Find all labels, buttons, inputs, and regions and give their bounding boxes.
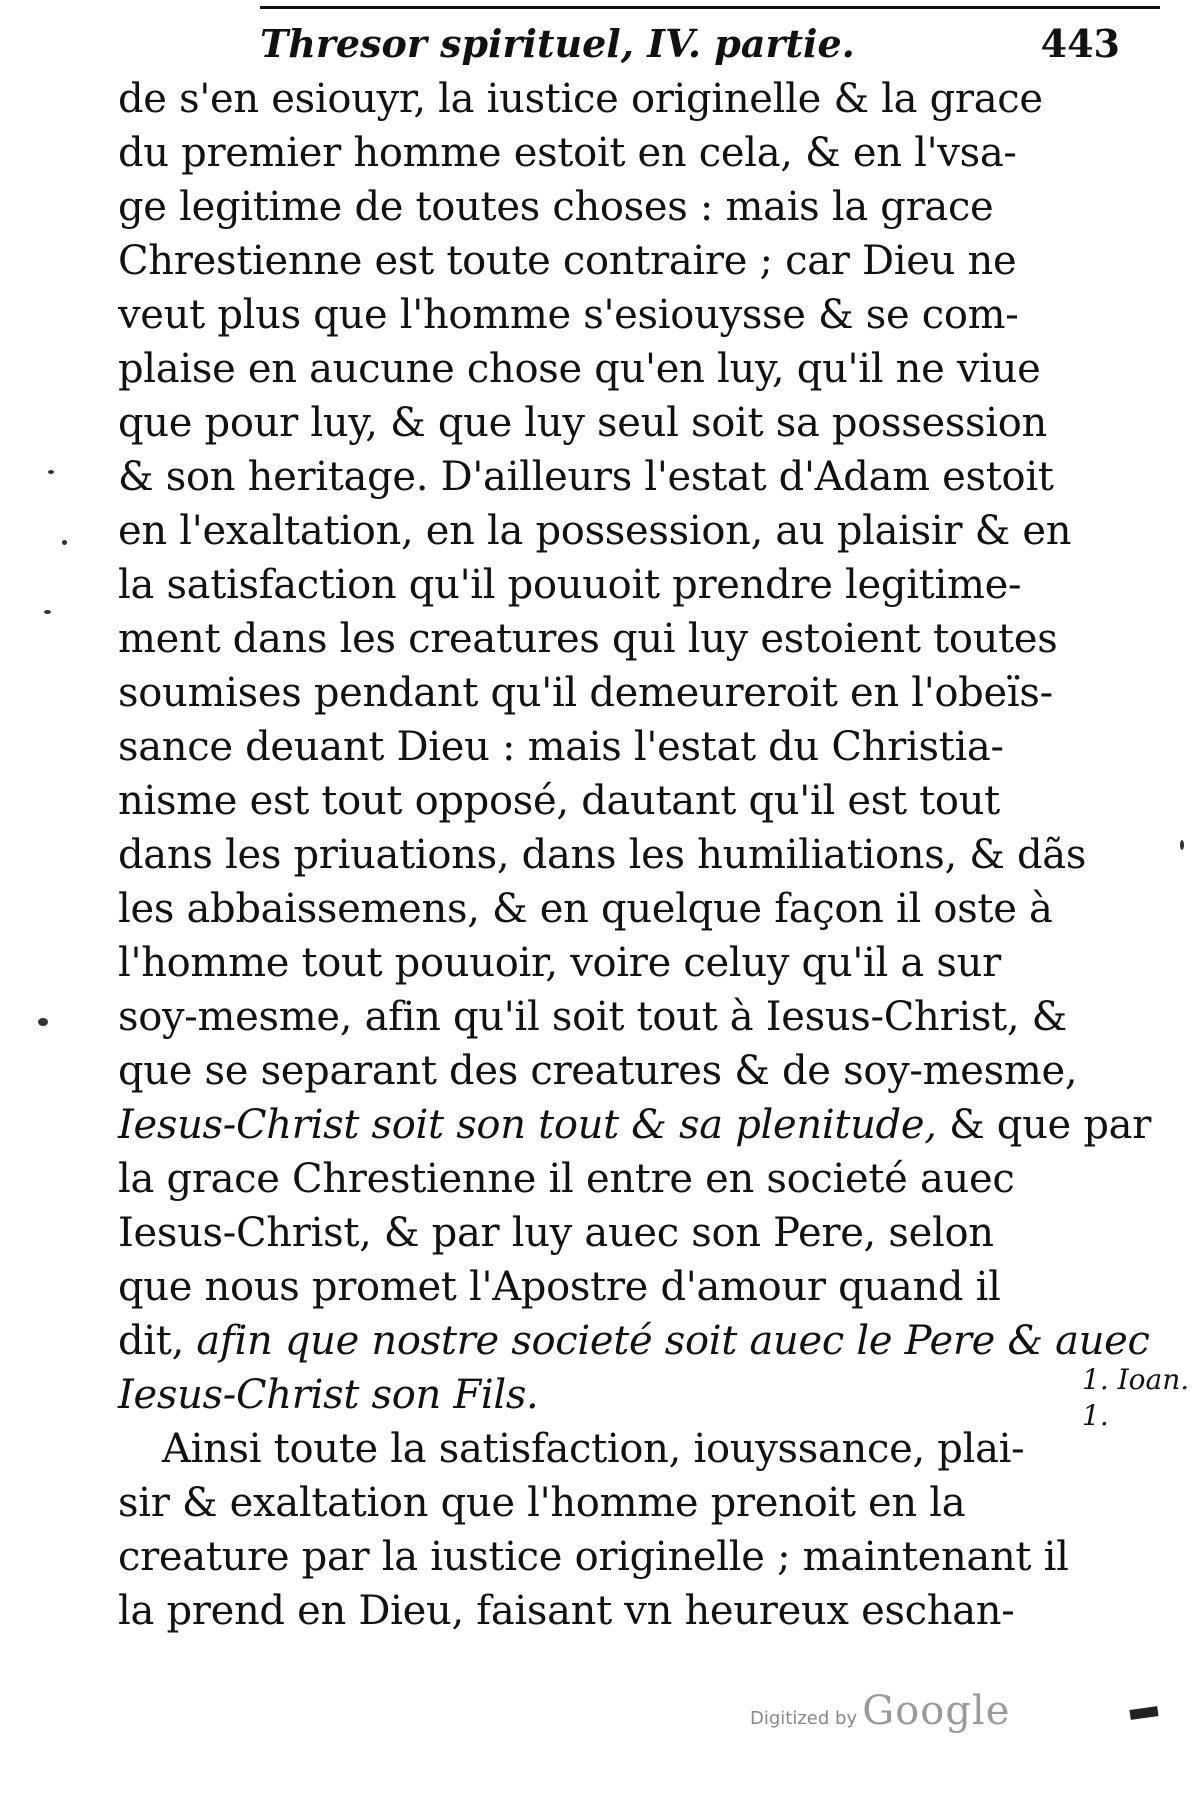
italic-quote: afin que nostre societé soit auec le Pere & auec <box>196 1318 1150 1364</box>
page-number: 443 <box>1040 21 1120 66</box>
text-line-mixed <box>118 1098 1152 1152</box>
roman-text: & que par <box>936 1102 1152 1148</box>
text-line: que nous promet l'Apostre d'amour quand il <box>118 1264 1001 1310</box>
text-line: la grace Chrestienne il entre en societé auec <box>118 1156 1015 1202</box>
text-line: que pour luy, & que luy seul soit sa possession <box>118 400 1048 446</box>
text-line: la satisfaction qu'il pouuoit prendre legitime- <box>118 562 1022 608</box>
text-line: sir & exaltation que l'homme prenoit en la <box>118 1480 966 1526</box>
text-line: plaise en aucune chose qu'en luy, qu'il ne viue <box>118 346 1041 392</box>
italic-quote: Iesus-Christ soit son tout & sa plenitude, <box>118 1102 937 1148</box>
text-line: soy-mesme, afin qu'il soit tout à Iesus-Christ, & <box>118 994 1067 1040</box>
text-line: nisme est tout opposé, dautant qu'il est tout <box>118 778 1000 824</box>
text-line: ment dans les creatures qui luy estoient toutes <box>118 616 1058 662</box>
ink-speck <box>62 540 67 545</box>
text-line: dans les priuations, dans les humiliations, & dãs <box>118 832 1087 878</box>
text-line: du premier homme estoit en cela, & en l'vsa- <box>118 130 1017 176</box>
ink-speck <box>44 610 51 614</box>
roman-text: dit, <box>118 1318 197 1364</box>
margin-ref-book: 1. Ioan. <box>1082 1363 1190 1396</box>
text-line: sance deuant Dieu : mais l'estat du Christia- <box>118 724 1004 770</box>
text-line: que se separant des creatures & de soy-mesme, <box>118 1048 1078 1094</box>
margin-reference <box>1082 1362 1202 1434</box>
running-title: Thresor spirituel, IV. partie. <box>260 21 855 66</box>
text-line: & son heritage. D'ailleurs l'estat d'Adam estoit <box>118 454 1054 500</box>
text-line: la prend en Dieu, faisant vn heureux eschan- <box>118 1588 1015 1634</box>
print-mark <box>1129 1706 1158 1720</box>
digitized-prefix: Digitized by <box>750 1708 858 1729</box>
google-logo: Google <box>862 1688 1011 1734</box>
text-line: Iesus-Christ, & par luy auec son Pere, selon <box>118 1210 994 1256</box>
paragraph-start-line: Ainsi toute la satisfaction, iouyssance, plai- <box>162 1426 1025 1472</box>
text-line: soumises pendant qu'il demeureroit en l'obeïs- <box>118 670 1053 716</box>
italic-quote: Iesus-Christ son Fils. <box>118 1372 539 1418</box>
text-line: ge legitime de toutes choses : mais la grace <box>118 184 994 230</box>
top-rule <box>260 6 1160 9</box>
digitized-watermark <box>750 1688 1010 1734</box>
text-line: de s'en esiouyr, la iustice originelle & la grace <box>118 76 1043 122</box>
text-line: l'homme tout pouuoir, voire celuy qu'il a sur <box>118 940 1001 986</box>
text-line-italic <box>118 1368 1073 1422</box>
text-line: les abbaissemens, & en quelque façon il oste à <box>118 886 1053 932</box>
text-line: creature par la iustice originelle ; maintenant il <box>118 1534 1069 1580</box>
text-line: Chrestienne est toute contraire ; car Dieu ne <box>118 238 1017 284</box>
text-line-mixed <box>118 1314 1150 1368</box>
text-line: en l'exaltation, en la possession, au plaisir & en <box>118 508 1072 554</box>
ink-speck <box>48 470 54 474</box>
margin-ref-chapter: 1. <box>1082 1399 1109 1432</box>
text-line: veut plus que l'homme s'esiouysse & se com- <box>118 292 1019 338</box>
ink-speck <box>38 1018 48 1026</box>
page-header <box>260 18 1120 70</box>
ink-speck <box>1180 840 1184 850</box>
